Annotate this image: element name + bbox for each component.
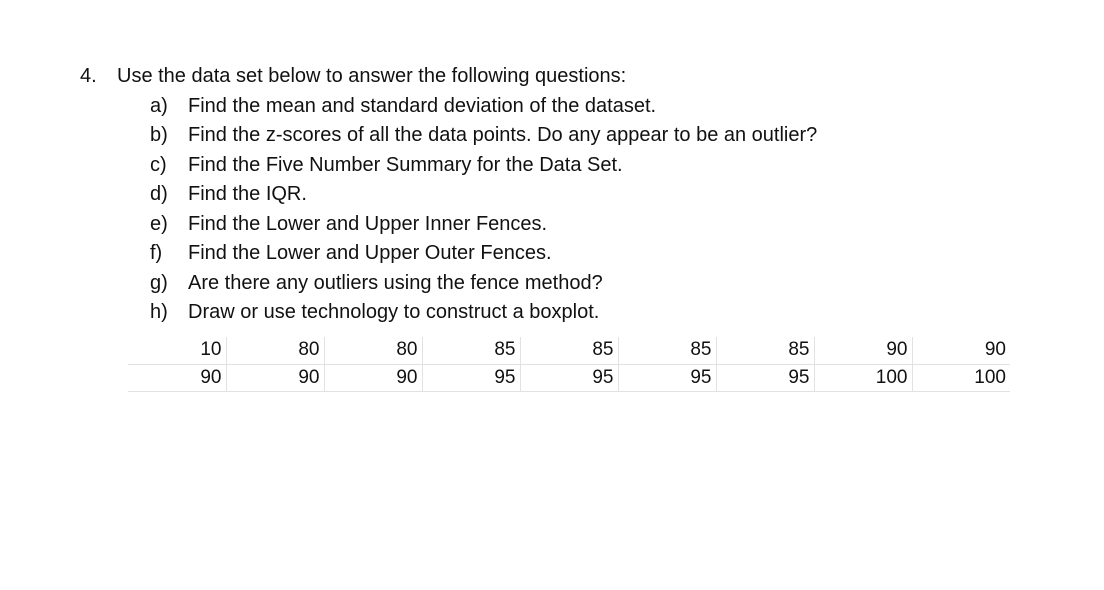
table-cell: 90	[912, 337, 1010, 364]
table-cell: 100	[814, 364, 912, 391]
sub-question-c	[80, 151, 817, 181]
sub-question-letter: g)	[150, 271, 168, 294]
table-row	[128, 364, 1010, 391]
sub-question-letter: f)	[150, 242, 163, 264]
table-cell: 95	[422, 364, 520, 391]
data-set-table	[128, 337, 1010, 392]
sub-question-letter: d)	[150, 183, 168, 205]
sub-question-letter: a)	[150, 94, 168, 117]
table-cell: 95	[520, 364, 618, 391]
table-cell: 90	[128, 364, 226, 391]
sub-question-text: Find the IQR.	[188, 183, 307, 205]
table-cell: 100	[912, 364, 1010, 391]
sub-question-b	[80, 121, 817, 151]
sub-question-g	[80, 269, 817, 299]
sub-question-text: Are there any outliers using the fence method?	[188, 271, 603, 294]
table-row	[128, 337, 1010, 364]
sub-question-list	[80, 92, 817, 328]
sub-question-h	[80, 298, 817, 328]
sub-question-letter: h)	[150, 301, 168, 323]
table-cell: 80	[324, 337, 422, 364]
sub-question-text: Draw or use technology to construct a boxplot.	[188, 301, 600, 323]
sub-question-text: Find the mean and standard deviation of the dataset.	[188, 94, 657, 117]
sub-question-d	[80, 180, 817, 210]
sub-question-letter: e)	[150, 212, 168, 235]
table-cell: 90	[814, 337, 912, 364]
sub-question-letter: c)	[150, 153, 167, 176]
table-cell: 95	[618, 364, 716, 391]
sub-question-text: Find the Lower and Upper Inner Fences.	[188, 212, 548, 235]
table-cell: 85	[422, 337, 520, 364]
sub-question-text: Find the Lower and Upper Outer Fences.	[188, 242, 552, 264]
sub-question-letter: b)	[150, 124, 168, 146]
sub-question-text: Find the Five Number Summary for the Data Set.	[188, 153, 623, 176]
question-block	[80, 62, 817, 328]
table-cell: 95	[716, 364, 814, 391]
question-header	[80, 62, 817, 92]
sub-question-a	[80, 92, 817, 122]
sub-question-e	[80, 210, 817, 240]
table-cell: 10	[128, 337, 226, 364]
question-prompt: Use the data set below to answer the following questions:	[117, 65, 627, 87]
table-cell: 80	[226, 337, 324, 364]
table-cell: 90	[226, 364, 324, 391]
table-cell: 85	[618, 337, 716, 364]
table-cell: 85	[520, 337, 618, 364]
sub-question-text: Find the z-scores of all the data points. Do any appear to be an outlier?	[188, 124, 818, 146]
table-cell: 90	[324, 364, 422, 391]
sub-question-f	[80, 239, 817, 269]
table-cell: 85	[716, 337, 814, 364]
question-number: 4.	[80, 65, 97, 87]
